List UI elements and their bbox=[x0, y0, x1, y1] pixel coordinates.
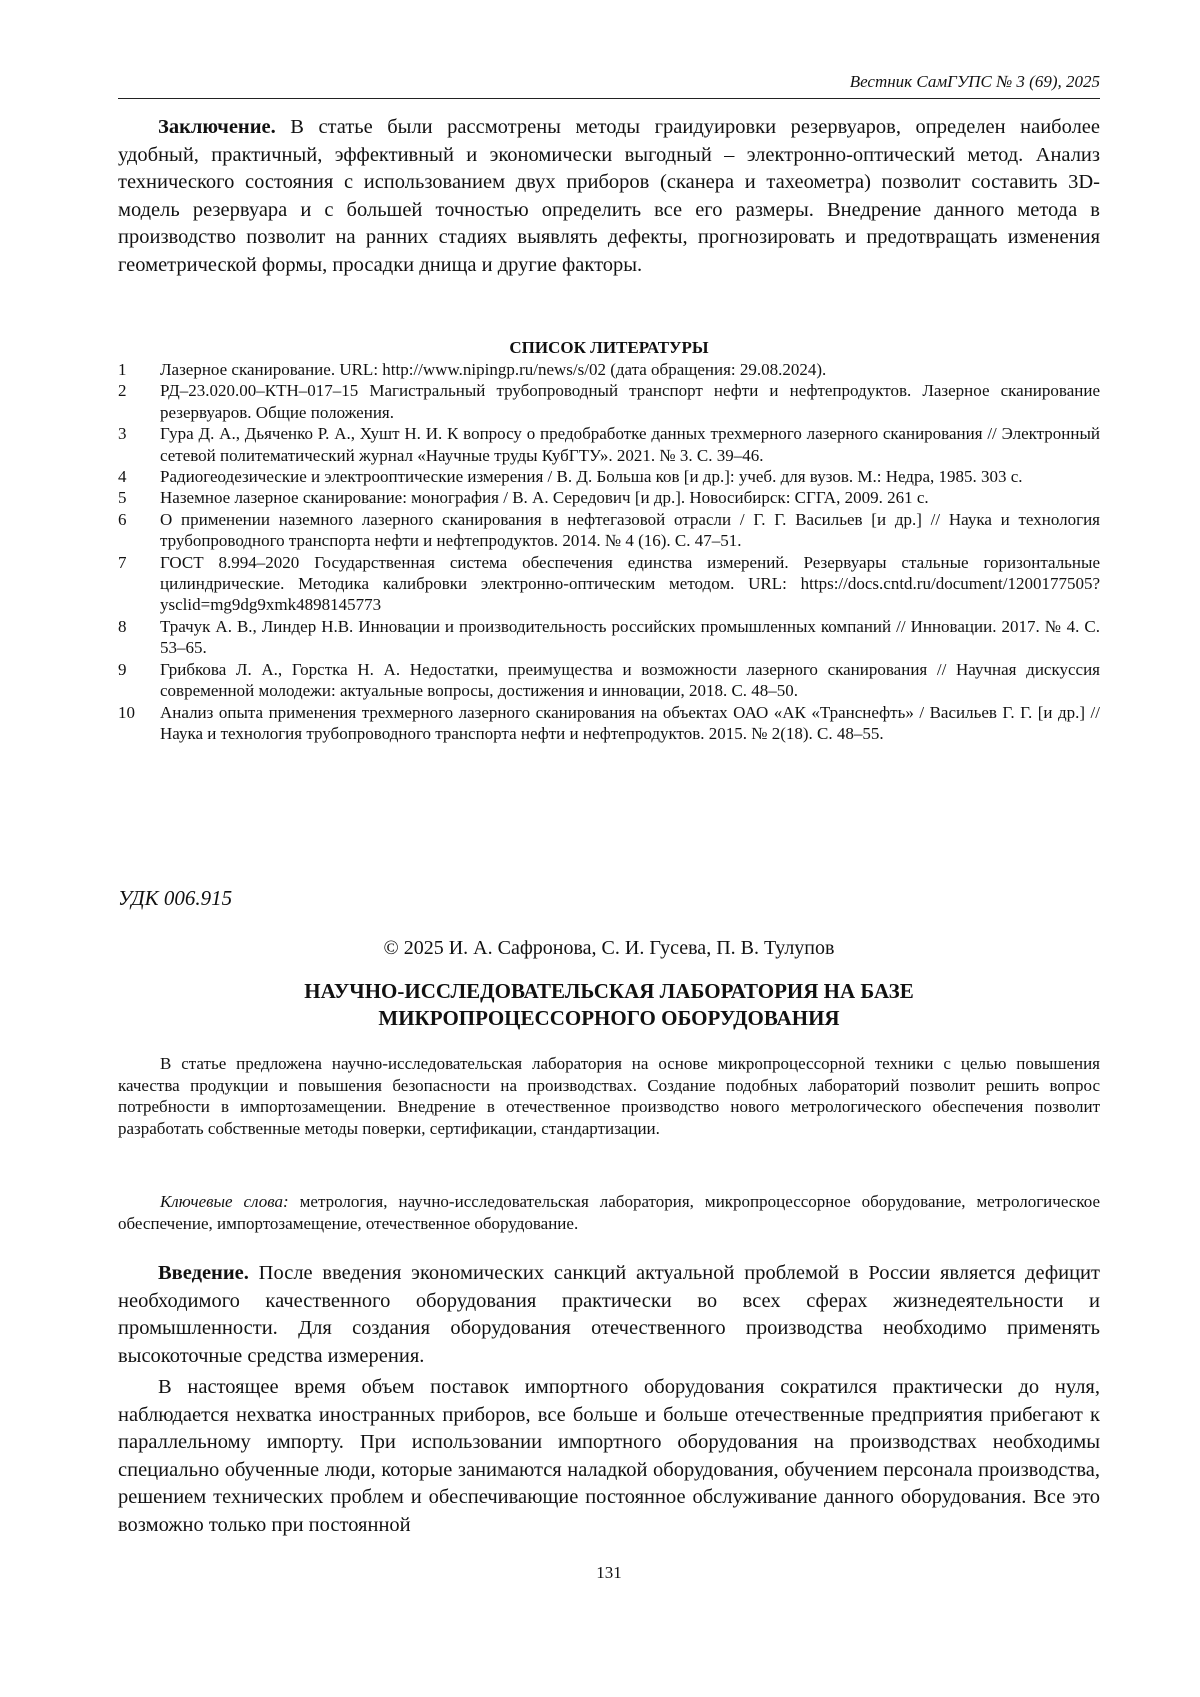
reference-number: 2 bbox=[118, 381, 127, 401]
body-paragraph-2: В настоящее время объем поставок импортного оборудования сократился практически до нуля, наблюдается нехватка иностранных приборов, все больше и больше отечественные предприятия прибегают к параллельному импорту. При использовании импортного оборудования на производствах необходимы специально обученные люди, которые занимаются наладкой оборудования, обучением персонала производства, решением технических проблем и обеспечивающие постоянное обслуживание данного оборудования. Все это возможно только при постоянной bbox=[118, 1376, 1100, 1536]
reference-item bbox=[118, 616, 1100, 659]
reference-item bbox=[118, 380, 1100, 423]
reference-number: 9 bbox=[118, 659, 127, 679]
reference-item bbox=[118, 466, 1100, 487]
conclusion-paragraph bbox=[118, 114, 1100, 280]
reference-text: Радиогеодезические и электрооптические измерения / В. Д. Больша ков [и др.]: учеб. для вузов. М.: Недра, 1985. 303 с. bbox=[160, 467, 1023, 487]
conclusion-label: Заключение. bbox=[158, 116, 276, 138]
reference-text: Лазерное сканирование. URL: http://www.nipingp.ru/news/s/02 (дата обращения: 29.08.2024). bbox=[160, 360, 827, 379]
reference-text: Анализ опыта применения трехмерного лазерного сканирования на объектах ОАО «АК «Транснефть» / Васильев Г. Г. [и др.] // Наука и технология трубопроводного транспорта нефти и нефтепродуктов. 2015. № 2(18). С. 48–55. bbox=[160, 702, 1100, 743]
article-keywords bbox=[118, 1191, 1100, 1234]
reference-text: О применении наземного лазерного сканирования в нефтегазовой отрасли / Г. Г. Васильев [и др.] // Наука и технология трубопроводного транспорта нефти и нефтепродуктов. 2014. № 4 (16). С. 47–51. bbox=[160, 509, 1100, 551]
header-rule bbox=[118, 98, 1100, 99]
reference-number: 6 bbox=[118, 509, 127, 529]
reference-item bbox=[118, 509, 1100, 552]
reference-item bbox=[118, 423, 1100, 466]
reference-number: 3 bbox=[118, 424, 127, 444]
keywords-text: метрология, научно-исследовательская лаборатория, микропроцессорное оборудование, метрологическое обеспечение, импортозамещение, отечественное оборудование. bbox=[118, 1192, 1100, 1233]
reference-number: 10 bbox=[118, 702, 135, 722]
reference-text: РД–23.020.00–КТН–017–15 Магистральный трубопроводный транспорт нефти и нефтепродуктов. Лазерное сканирование резервуаров. Общие положения. bbox=[160, 381, 1100, 422]
intro-text: После введения экономических санкций актуальной проблемой в России является дефицит необходимого качественного оборудования практически во всех сферах жизнедеятельности и промышленности. Для создания оборудования отечественного производства необходимо применять высокоточные средства измерения. bbox=[118, 1262, 1100, 1367]
reference-text: Трачук А. В., Линдер Н.В. Инновации и производительность российских промышленных компаний // Инновации. 2017. № 4. С. 53–65. bbox=[160, 616, 1100, 658]
article-title bbox=[118, 978, 1100, 1032]
conclusion-text: В статье были рассмотрены методы граидуировки резервуаров, определен наиболее удобный, практичный, эффективный и экономически выгодный – электронно-оптический метод. Анализ технического состояния с использованием двух приборов (сканера и тахеометра) позволит составить 3D-модель резервуара и с большей точностью определить все его размеры. Внедрение данного метода в производство позволит на ранних стадиях выявлять дефекты, прогнозировать и предотвращать изменения геометрической формы, просадки днища и другие факторы. bbox=[118, 116, 1100, 276]
reference-text: Наземное лазерное сканирование: монография / В. А. Середович [и др.]. Новосибирск: СГГА, 2009. 261 с. bbox=[160, 488, 929, 508]
keywords-label: Ключевые слова: bbox=[160, 1192, 289, 1211]
article-authors: © 2025 И. А. Сафронова, С. И. Гусева, П. В. Тулупов bbox=[383, 937, 835, 959]
reference-number: 1 bbox=[118, 360, 127, 379]
reference-item bbox=[118, 659, 1100, 702]
udk-code: УДК 006.915 bbox=[118, 886, 233, 910]
intro-label: Введение. bbox=[158, 1262, 249, 1284]
reference-number: 5 bbox=[118, 488, 127, 508]
intro-paragraph bbox=[118, 1260, 1100, 1370]
reference-text: Гура Д. А., Дьяченко Р. А., Хушт Н. И. К вопросу о предобработке данных трехмерного лазерного сканирования // Электронный сетевой политематический журнал «Научные труды КубГТУ». 2021. № 3. С. 39–46. bbox=[160, 424, 1100, 465]
reference-number: 4 bbox=[118, 467, 127, 487]
article-title-line1: НАУЧНО-ИССЛЕДОВАТЕЛЬСКАЯ ЛАБОРАТОРИЯ НА БАЗЕ bbox=[304, 979, 914, 1003]
running-header: Вестник СамГУПС № 3 (69), 2025 bbox=[849, 72, 1100, 91]
reference-item bbox=[118, 552, 1100, 616]
reference-text: ГОСТ 8.994–2020 Государственная система обеспечения единства измерений. Резервуары стальные горизонтальные цилиндрические. Методика калибровки электронно-оптическим методом. URL: https://docs.cntd.ru/document/1200177505?ysclid=mg9dg9xmk4898145773 bbox=[160, 552, 1100, 615]
article-title-line2: МИКРОПРОЦЕССОРНОГО ОБОРУДОВАНИЯ bbox=[378, 1006, 840, 1030]
article-abstract: В статье предложена научно-исследовательская лаборатория на основе микропроцессорной техники с целью повышения качества продукции и повышения безопасности на производствах. Создание подобных лабораторий позволит решить вопрос потребности в импортозамещении. Внедрение в отечественное производство нового метрологического обеспечения позволит разработать собственные методы поверки, сертификации, стандартизации. bbox=[118, 1054, 1100, 1138]
reference-number: 8 bbox=[118, 616, 127, 636]
reference-text: Грибкова Л. А., Горстка Н. А. Недостатки, преимущества и возможности лазерного сканирования // Научная дискуссия современной молодежи: актуальные вопросы, достижения и инновации, 2018. С. 48–50. bbox=[160, 659, 1100, 701]
reference-number: 7 bbox=[118, 552, 127, 572]
references-list bbox=[118, 359, 1100, 744]
page-number: 131 bbox=[596, 1563, 622, 1582]
reference-item bbox=[118, 487, 1100, 508]
references-title: СПИСОК ЛИТЕРАТУРЫ bbox=[509, 338, 709, 357]
reference-item bbox=[118, 702, 1100, 745]
reference-item bbox=[118, 359, 1100, 380]
